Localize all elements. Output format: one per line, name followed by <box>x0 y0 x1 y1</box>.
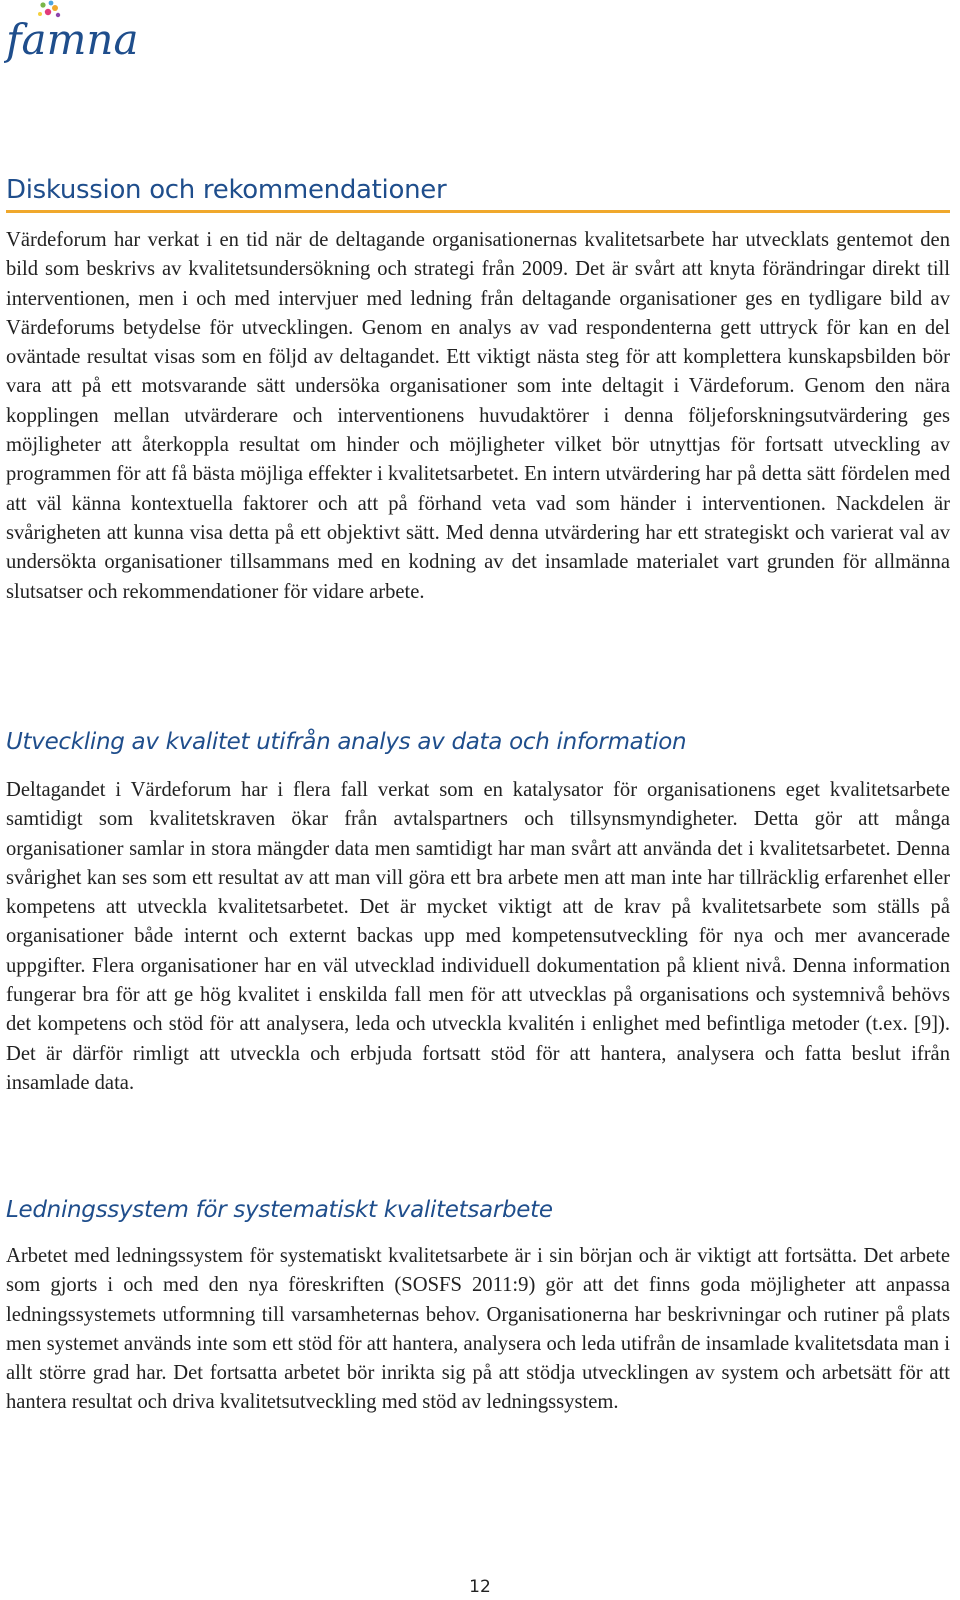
section-heading-diskussion: Diskussion och rekommendationer <box>6 172 950 213</box>
famna-logo <box>4 0 144 78</box>
paragraph-diskussion: Värdeforum har verkat i en tid när de deltagande organisationernas kvalitetsarbete har utvecklats gentemot den bild som beskrivs av kvalitetsundersökning och strategi från 2009. Det är svårt att knyta förändringar direkt till interventionen, men i och med intervjuer med ledning från deltagande organisationer ges en tydligare bild av Värdeforums betydelse för utvecklingen. Genom en analys av vad respondenterna gett uttryck för kan en del oväntade resultat visas som en följd av deltagandet. Ett viktigt nästa steg för att komplettera kunskapsbilden bör vara att på ett motsvarande sätt undersöka organisationer som inte deltagit i Värdeforum. Genom den nära kopplingen mellan utvärderare och interventionens huvudaktörer i denna följeforskningsutvärdering ges möjligheter att återkoppla resultat om hinder och möjligheter vilket bör utnyttjas för fortsatt utveckling av programmen för att få bästa möjliga effekter i kvalitetsarbetet. En intern utvärdering har på detta sätt fördelen med att väl känna kontextuella faktorer och att på förhand veta vad som händer i interventionen. Nackdelen är svårigheten att kunna visa detta på ett objektivt sätt. Med denna utvärdering har ett strategiskt och varierat val av undersökta organisationer tillsammans med en kodning av det insamlade materialet vart grunden för allmänna slutsatser och rekommendationer för vidare arbete. <box>6 229 950 603</box>
logo-wordmark: famna <box>6 15 139 64</box>
paragraph-ledningssystem: Arbetet med ledningssystem för systematiskt kvalitetsarbete är i sin början och är viktigt att fortsätta. Det arbete som gjorts i och med den nya föreskriften (SOSFS 2011:9) gör att det finns goda möjligheter att anpassa ledningssystemets utformning till varsamheternas behov. Organisationerna har beskrivningar och rutiner på plats men systemet används inte som ett stöd för att hantera, analysera och leda utifrån de insamlade kvalitetsdata man i allt större grad har. Det fortsatta arbetet bör inrikta sig på att stödja utvecklingen av system och arbetsätt för att hantera resultat och driva kvalitetsutveckling med stöd av ledningssystem. <box>6 1245 950 1414</box>
page-number: 12 <box>469 1577 491 1597</box>
logo-dot-green <box>40 2 45 7</box>
famna-logo-icon <box>4 0 144 78</box>
logo-dot-orange <box>52 5 58 11</box>
subheading-ledningssystem: Ledningssystem för systematiskt kvalitetsarbete <box>6 1197 553 1223</box>
subheading-utveckling: Utveckling av kvalitet utifrån analys av data och information <box>6 729 687 755</box>
paragraph-utveckling: Deltagandet i Värdeforum har i flera fall verkat som en katalysator för organisationens eget kvalitetsarbete samtidigt som kvalitetskraven ökar från avtalspartners och tillsynsmyndigheter. Detta gör att många organisationer samlar in stora mängder data men samtidigt har man svårt att använda det i kvalitetsarbetet. Denna svårighet kan ses som ett resultat av att man vill göra ett bra arbete men att man inte har tillräcklig erfarenhet eller kompetens att utveckla kvalitetsarbetet. Det är mycket viktigt att de krav på kvalitetsarbete som ställs på organisationer både internt och externt backas upp med kompetensutveckling för nya och mer avancerade uppgifter. Flera organisationer har en väl utvecklad individuell dokumentation på klient nivå. Denna information fungerar bra för att ge hög kvalitet i enskilda fall men för att utvecklas på organisations och systemnivå behövs det kompetens och stöd för att analysera, leda och utveckla kvalitén i enlighet med befintliga metoder (t.ex. [9]). Det är därför rimligt att utveckla och erbjuda fortsatt stöd för att hantera, analysera och fatta beslut ifrån insamlade data. <box>6 779 950 1094</box>
logo-dot-blue <box>49 1 54 6</box>
